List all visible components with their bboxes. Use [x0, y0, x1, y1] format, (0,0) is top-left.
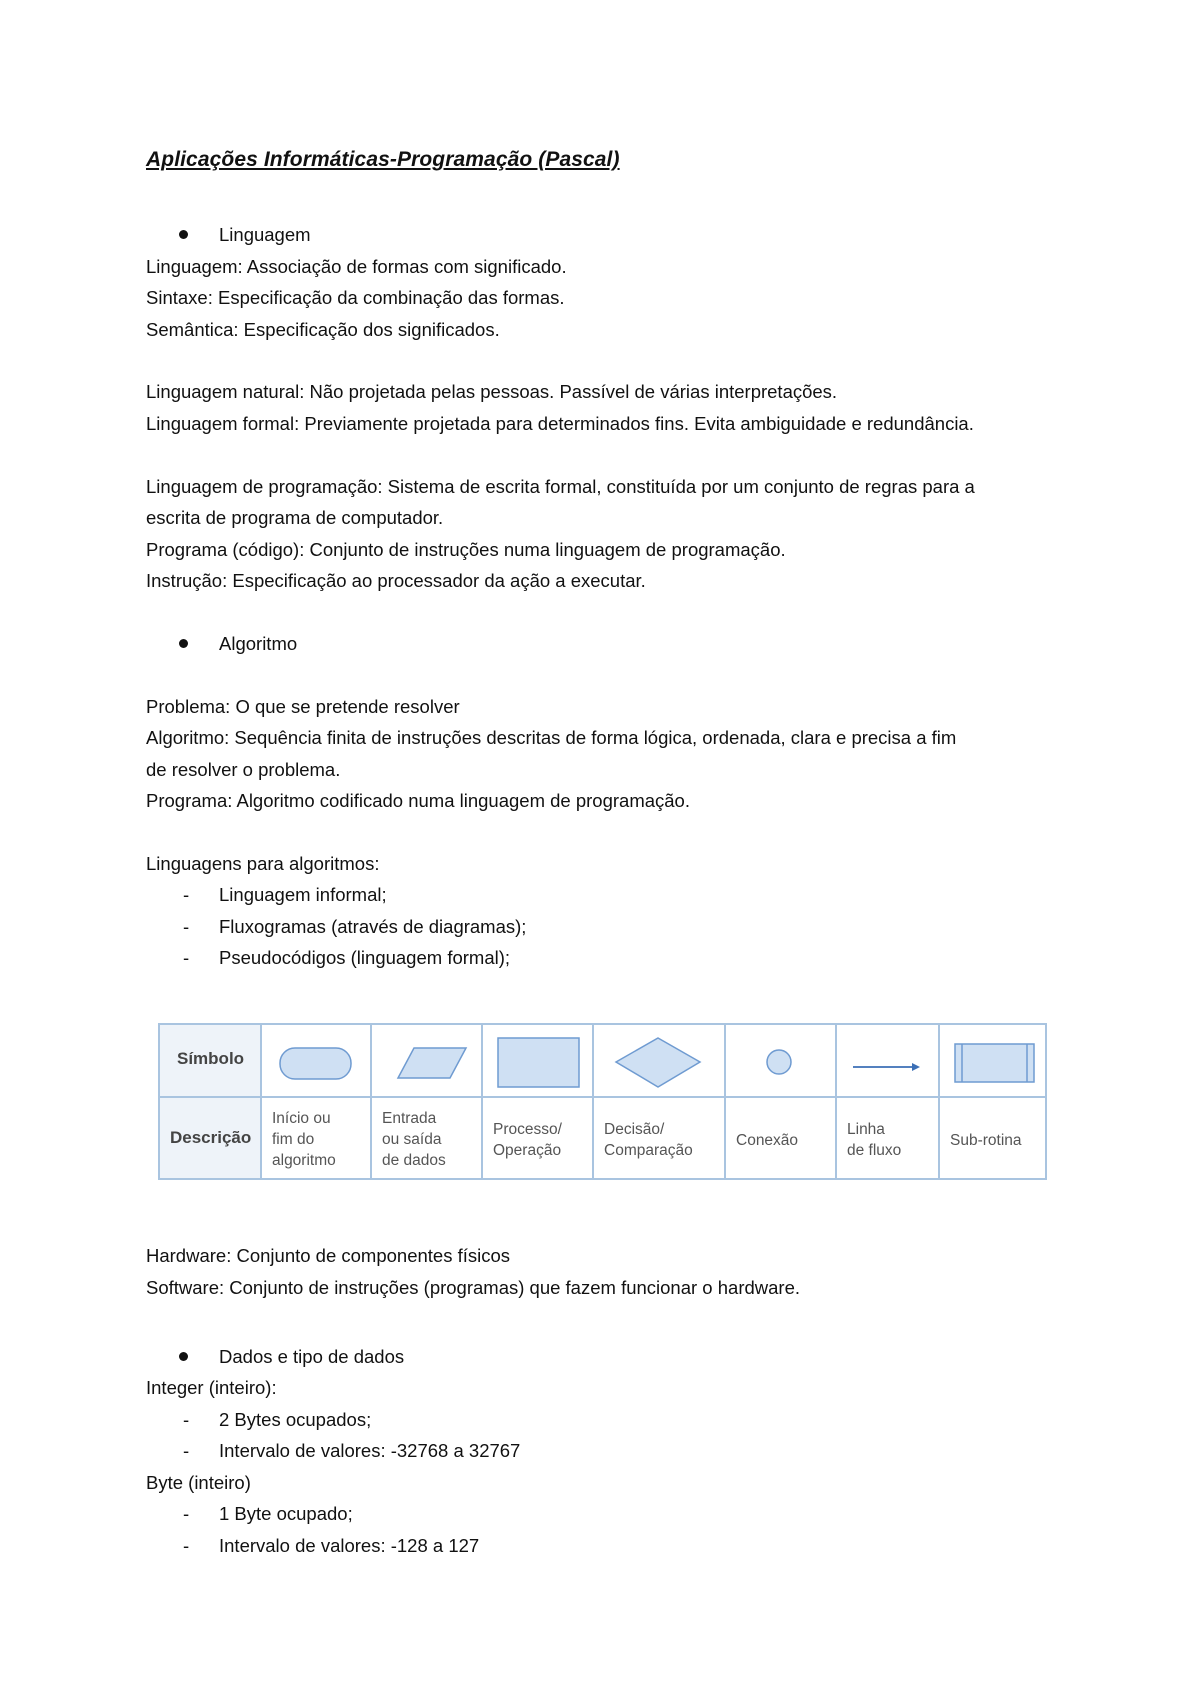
table-row-divider	[160, 1096, 1045, 1098]
paragraph-line: Algoritmo: Sequência finita de instruções descritas de forma lógica, ordenada, clara e precisa a fim	[146, 727, 957, 748]
description-cell: Conexão	[736, 1132, 799, 1149]
description-cell: Linha de fluxo	[847, 1121, 902, 1159]
rectangle-icon	[498, 1038, 579, 1087]
document-title: Aplicações Informáticas-Programação (Pascal)	[146, 148, 620, 171]
byte-title: Byte (inteiro)	[146, 1472, 251, 1493]
integer-title: Integer (inteiro):	[146, 1377, 277, 1398]
flowchart-symbols-table	[158, 1023, 1047, 1180]
description-cell: Entrada ou saída de dados	[382, 1110, 446, 1169]
paragraph-line: de resolver o problema.	[146, 759, 341, 780]
bullet-icon	[179, 639, 188, 648]
paragraph-line: escrita de programa de computador.	[146, 507, 444, 528]
circle-icon	[767, 1050, 791, 1074]
list-title: Linguagens para algoritmos:	[146, 853, 380, 874]
description-cell: Início ou fim do algoritmo	[272, 1110, 336, 1169]
parallelogram-icon	[398, 1048, 466, 1078]
paragraph-line: Sintaxe: Especificação da combinação das formas.	[146, 287, 565, 308]
bullet-icon	[179, 1352, 188, 1361]
bullet-icon	[179, 230, 188, 239]
arrowhead-icon	[912, 1063, 920, 1071]
symbol-shapes	[160, 1025, 1045, 1096]
description-cell: Processo/ Operação	[493, 1121, 562, 1159]
diamond-icon	[616, 1038, 700, 1087]
paragraph-line: Semântica: Especificação dos significados.	[146, 319, 500, 340]
paragraph-line: Problema: O que se pretende resolver	[146, 696, 460, 717]
description-cell: Sub-rotina	[950, 1132, 1022, 1149]
paragraph-line: Software: Conjunto de instruções (programas) que fazem funcionar o hardware.	[146, 1277, 801, 1298]
subroutine-icon	[955, 1044, 1034, 1082]
symbol-row-header: Símbolo	[160, 1025, 260, 1096]
paragraph-line: Programa: Algoritmo codificado numa linguagem de programação.	[146, 790, 690, 811]
description-row-header: Descrição	[160, 1096, 260, 1178]
terminal-icon	[280, 1048, 351, 1079]
document-page: Aplicações Informáticas-Programação (Pascal) Linguagem Linguagem: Associação de formas com significado. Sintaxe: Especificação da combinação das formas. Semântica: Especificação dos significados. Linguagem natural: Não projetada pelas pessoas. Passível de várias interpretações. Linguagem formal: Previamente projetada para determinados fins. Evita ambiguidade e redundância. Linguagem de programação: Sistema de escrita formal, constituída por um conjunto de regras para a escrita de programa de computador. Programa (código): Conjunto de instruções numa linguagem de programação. Instrução: Especificação ao processador da ação a executar. Algoritmo Problema: O que se pretende resolver Algoritmo: Sequência finita de instruções descritas de forma lógica, ordenada, clara e precisa a fim de resolver o problema. Programa: Algoritmo codificado numa linguagem de programação. Linguagens para algoritmos: - Linguagem informal; - Fluxogramas (através de diagramas); - Pseudocódigos (linguagem formal); Símbolo Descrição Início ou fim do algoritmo Entrada ou saída de dados Processo/ Operação Decisão/ Comparação Conexão Linha de fluxo Sub-rotina Hardware: Conjunto de componentes físicos Software: Conjunto de instruções (programas) que fazem funcionar o hardware. Dados e tipo de dados Integer (inteiro): - 2 Bytes ocupados; - Intervalo de valores: -32768 a 32767 Byte (inteiro) - 1 Byte ocupado; - Intervalo de valores: -128 a 127	[0, 0, 1200, 1694]
description-cell: Decisão/ Comparação	[604, 1121, 693, 1159]
paragraph-line: Programa (código): Conjunto de instruções numa linguagem de programação.	[146, 539, 786, 560]
paragraph-line: Instrução: Especificação ao processador da ação a executar.	[146, 570, 646, 591]
paragraph-line: Linguagem: Associação de formas com significado.	[146, 256, 567, 277]
paragraph-line: Linguagem formal: Previamente projetada para determinados fins. Evita ambiguidade e redundância.	[146, 413, 974, 434]
paragraph-line: Linguagem natural: Não projetada pelas pessoas. Passível de várias interpretações.	[146, 381, 838, 402]
paragraph-line: Hardware: Conjunto de componentes físicos	[146, 1245, 511, 1266]
paragraph-line: Linguagem de programação: Sistema de escrita formal, constituída por um conjunto de regras para a	[146, 476, 975, 497]
